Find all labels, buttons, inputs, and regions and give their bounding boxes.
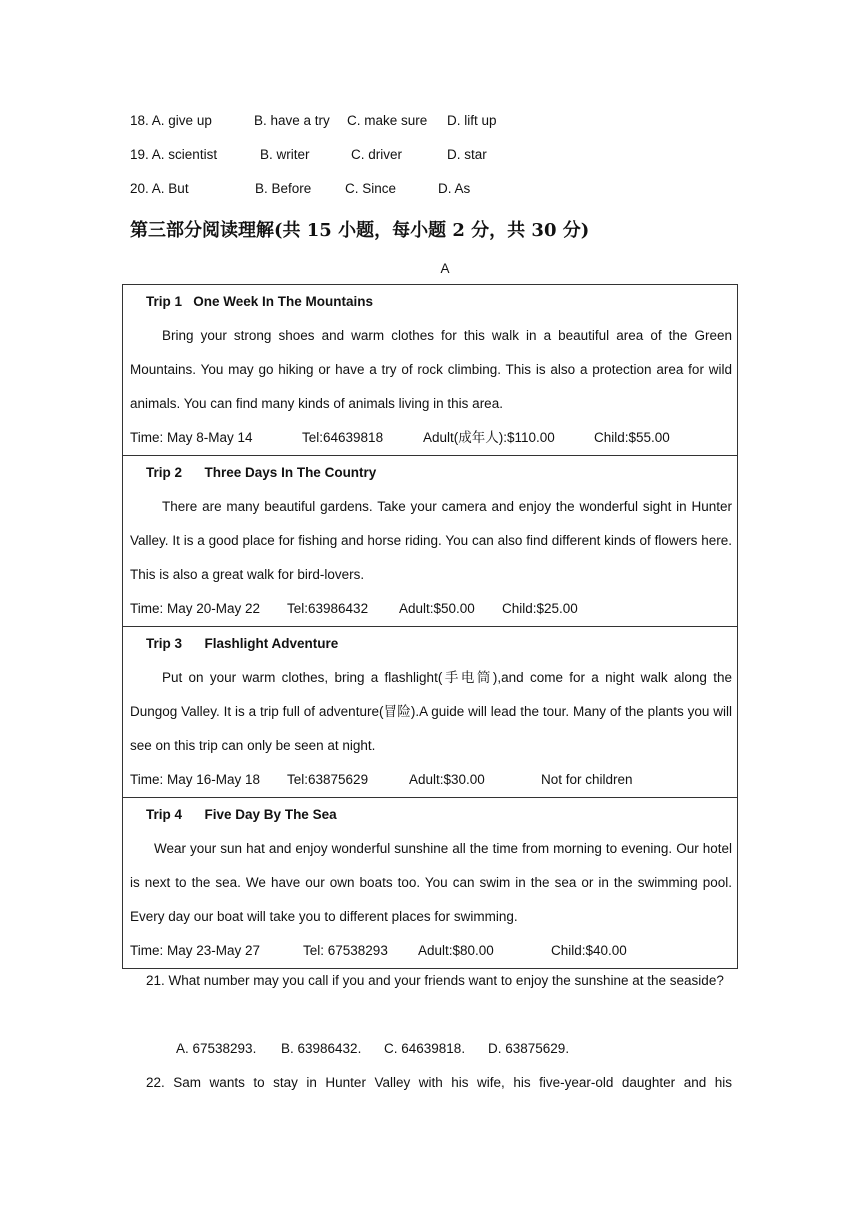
trip-3-info <box>130 763 732 797</box>
trip-2-child-price: Child:$25.00 <box>502 601 578 616</box>
trip-4-time: Time: May 23-May 27 <box>130 943 261 958</box>
trip-4-tel: Tel: 67538293 <box>303 943 388 958</box>
trips-table <box>122 284 738 969</box>
trip-4-title: Trip 4 Five Day By The Sea <box>146 807 337 822</box>
q20-option-a: 20. A. But <box>130 181 189 196</box>
trip-3-adult-price: Adult:$30.00 <box>409 772 485 787</box>
q21-option-c: C. 64639818. <box>384 1041 466 1056</box>
trip-cell-2 <box>123 456 738 627</box>
trip-2-adult-price: Adult:$50.00 <box>399 601 475 616</box>
q19-option-b: B. writer <box>260 147 310 162</box>
trip-2-description: There are many beautiful gardens. Take your camera and enjoy the wonderful sight in Hunter Valley. It is a good place for fishing and horse riding. You can also find different kinds of flowers here. This is also a great walk for bird-lovers. <box>130 499 732 582</box>
q21-option-a: A. 67538293. <box>176 1041 257 1056</box>
trip-cell-3 <box>123 627 738 798</box>
question-22-stem: 22. Sam wants to stay in Hunter Valley with his wife, his five-year-old daughter and his <box>146 1075 732 1090</box>
q20-option-b: B. Before <box>255 181 312 196</box>
trip-4-adult-price: Adult:$80.00 <box>418 943 494 958</box>
trip-2-tel: Tel:63986432 <box>287 601 369 616</box>
q19-option-d: D. star <box>447 147 487 162</box>
trip-cell-1 <box>123 285 738 456</box>
trip-3-tel: Tel:63875629 <box>287 772 369 787</box>
q21-option-b: B. 63986432. <box>281 1041 362 1056</box>
section-heading: 第三部分阅读理解(共 15 小题，每小题 2 分，共 30 分) <box>130 220 590 241</box>
trip-cell-4 <box>123 798 738 969</box>
q18-option-d: D. lift up <box>447 113 497 128</box>
q19-option-a: 19. A. scientist <box>130 147 218 162</box>
trip-1-description: Bring your strong shoes and warm clothes for this walk in a beautiful area of the Green Mountains. You may go hiking or have a try of rock climbing. This is also a protection area for wild animals. You can find many kinds of animals living in this area. <box>130 328 732 411</box>
trip-3-title: Trip 3 Flashlight Adventure <box>146 636 339 651</box>
question-21-stem: 21. What number may you call if you and your friends want to enjoy the sunshine at the seaside? <box>146 973 724 988</box>
trip-3-description: Put on your warm clothes, bring a flashlight(手电筒),and come for a night walk along the Dungog Valley. It is a trip full of adventure(冒险).A guide will lead the tour. Many of the plants you will see on this trip can only be seen at night. <box>130 670 732 753</box>
trip-1-time: Time: May 8-May 14 <box>130 430 253 445</box>
trip-1-adult-price: Adult(成年人):$110.00 <box>423 430 555 445</box>
trip-4-info <box>130 934 732 968</box>
q18-option-c: C. make sure <box>347 113 428 128</box>
trip-2-info <box>130 592 732 626</box>
trip-4-description: Wear your sun hat and enjoy wonderful sunshine all the time from morning to evening. Our hotel is next to the sea. We have our own boats too. You can swim in the sea or in the swimming pool. Every day our boat will take you to different places for swimming. <box>130 841 732 924</box>
q19-option-c: C. driver <box>351 147 403 162</box>
trip-1-info <box>130 421 732 455</box>
passage-label: A <box>440 261 450 276</box>
q21-option-d: D. 63875629. <box>488 1041 570 1056</box>
trip-3-child-price: Not for children <box>541 772 633 787</box>
q18-option-b: B. have a try <box>254 113 330 128</box>
trip-1-child-price: Child:$55.00 <box>594 430 670 445</box>
trip-1-tel: Tel:64639818 <box>302 430 384 445</box>
trip-1-title: Trip 1 One Week In The Mountains <box>146 294 374 309</box>
trip-2-time: Time: May 20-May 22 <box>130 601 261 616</box>
q20-option-c: C. Since <box>345 181 397 196</box>
q20-option-d: D. As <box>438 181 471 196</box>
trip-2-title: Trip 2 Three Days In The Country <box>146 465 377 480</box>
trip-4-child-price: Child:$40.00 <box>551 943 627 958</box>
q18-option-a: 18. A. give up <box>130 113 212 128</box>
trip-3-time: Time: May 16-May 18 <box>130 772 261 787</box>
